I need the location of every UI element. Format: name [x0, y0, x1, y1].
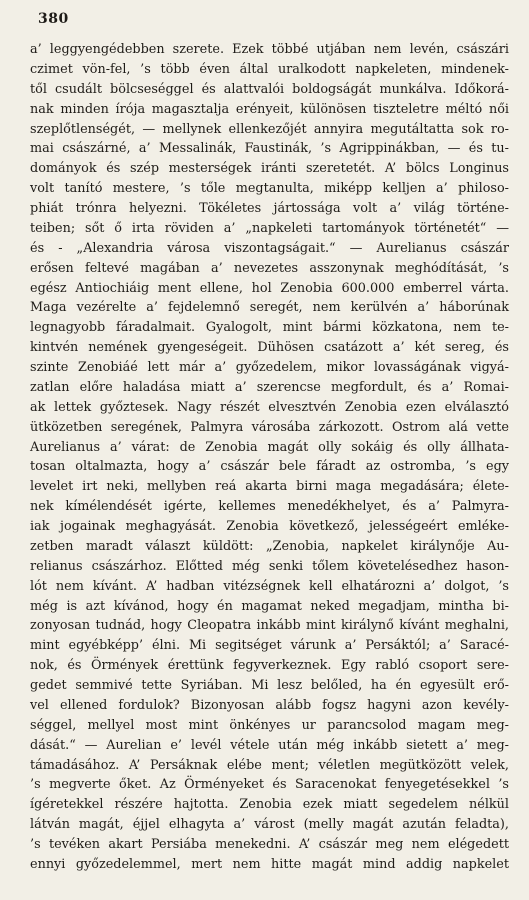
text-line: vel ellened fordulok? Bizonyosan alább fogsz hagyni azon kevély-: [30, 697, 509, 713]
text-line: nek kímélendését igérte, kellemes menedékhelyet, és a’ Palmyra-: [30, 499, 509, 515]
text-line: kintvén nemének gyengeségeit. Dühösen csatázott a’ két sereg, és: [30, 340, 509, 356]
body-text: [30, 40, 509, 875]
text-line: gedet semmivé tette Syriában. Mi lesz belőled, ha én egyesült erő-: [30, 678, 509, 693]
text-line: lót nem kívánt. A’ hadban vitézségnek kell elhatározni a’ dolgot, ’s: [30, 578, 509, 594]
text-line: dását.“ — Aurelian e’ levél vétele után még inkább sietett a’ meg-: [30, 737, 509, 753]
text-line: nok, és Örmények érettünk fegyverkeznek. Egy rabló csoport sere-: [30, 658, 509, 674]
text-line: Maga vezérelte a’ fejdelemnő seregét, nem kerülvén a’ háborúnak: [30, 300, 509, 316]
text-line: ennyi győzedelemmel, mert nem hitte magát mind addig napkelet: [30, 856, 509, 872]
text-line: levelet irt neki, mellyben reá akarta birni maga megadására; élete-: [30, 479, 509, 495]
text-line: még is azt kívánod, hogy én magamat neked megadjam, mintha bi-: [30, 598, 509, 614]
text-line: iak jogainak meghagyását. Zenobia következő, jelességeért emléke-: [30, 519, 509, 534]
text-line: legnagyobb fáradalmait. Gyalogolt, mint bármi közkatona, nem te-: [30, 320, 509, 336]
text-line: volt tanító mestere, ’s tőle megtanulta, miképp kelljen a’ philoso-: [30, 181, 509, 197]
text-line: tosan oltalmazta, hogy a’ császár bele fáradt az ostromba, ’s egy: [30, 459, 509, 475]
text-line: Aurelianus a’ várat: de Zenobia magát olly sokáig és olly állhata-: [30, 439, 509, 455]
text-line: ’s tevéken akart Persiába menekedni. A’ császár meg nem elégedett: [30, 837, 509, 852]
text-line: zonyosan tudnád, hogy Cleopatra inkább mint királynő kívánt meghalni,: [30, 618, 509, 634]
text-line: nak minden írója magasztalja erényeit, különösen tiszteletre méltó női: [30, 101, 509, 117]
page-number: 380: [38, 11, 69, 27]
text-line: egész Antiochiáig ment ellene, hol Zenobia 600.000 emberrel várta.: [30, 280, 509, 296]
text-line: czimet vön-fel, ’s több éven által uralkodott napkeleten, mindenek-: [30, 61, 509, 77]
text-line: szinte Zenobiáé lett már a’ győzedelem, mikor lovasságának vigyá-: [30, 360, 509, 375]
text-line: ak lettek győztesek. Nagy részét elvesztvén Zenobia ezen elválasztó: [30, 399, 509, 415]
text-line: ígéretekkel részére hajtotta. Zenobia ezek miatt segedelem nélkül: [30, 797, 509, 813]
text-line: a’ leggyengédebben szerete. Ezek többé utjában nem levén, császári: [30, 42, 509, 57]
text-line: teiben; sőt ő irta röviden a’ „napkeleti tartományok történetét“ —: [30, 220, 509, 236]
text-line: ütközetben seregének, Palmyra városába zárkozott. Ostrom alá vette: [30, 419, 509, 435]
text-line: séggel, mellyel most mint önkényes ur parancsolod magam meg-: [30, 717, 509, 733]
text-line: zatlan előre haladása miatt a’ szerencse megfordult, és a’ Romai-: [30, 379, 509, 395]
text-line: zetben maradt választ küldött: „Zenobia, napkelet királynője Au-: [30, 538, 509, 554]
text-line: látván magát, éjjel elhagyta a’ várost (melly magát azután feladta),: [30, 817, 509, 833]
text-line: relianus császárhoz. Előtted még senki tőlem követelésedhez hason-: [30, 558, 509, 574]
text-line: támadásához. A’ Persáknak elébe ment; véletlen megütközött velek,: [30, 757, 509, 773]
text-line: mint egyébképp’ élni. Mi segitséget várunk a’ Persáktól; a’ Saracé-: [30, 638, 509, 654]
text-line: szeplőtlenségét, — mellynek ellenkezőjét annyira megutáltatta sok ro-: [30, 121, 509, 137]
text-line: mai császárné, a’ Messalinák, Faustinák, ’s Agrippinákban, — és tu-: [30, 141, 509, 157]
text-line: től csudált bölcseséggel és alattvalói boldogságát munkálva. Időkorá-: [30, 81, 509, 97]
text-line: dományok és szép mesterségek iránti szeretetét. A’ bölcs Longinus: [30, 161, 509, 177]
text-line: ’s megverte őket. Az Örményeket és Saracenokat fenyegetésekkel ’s: [30, 777, 509, 793]
text-line: és - „Alexandria városa viszontagságait.“ — Aurelianus császár: [30, 240, 509, 256]
text-line: phiát trónra helyezni. Tökéletes jártossága volt a’ világ történe-: [30, 201, 509, 216]
text-line: erősen feltevé magában a’ nevezetes asszonynak meghódítását, ’s: [30, 260, 509, 276]
